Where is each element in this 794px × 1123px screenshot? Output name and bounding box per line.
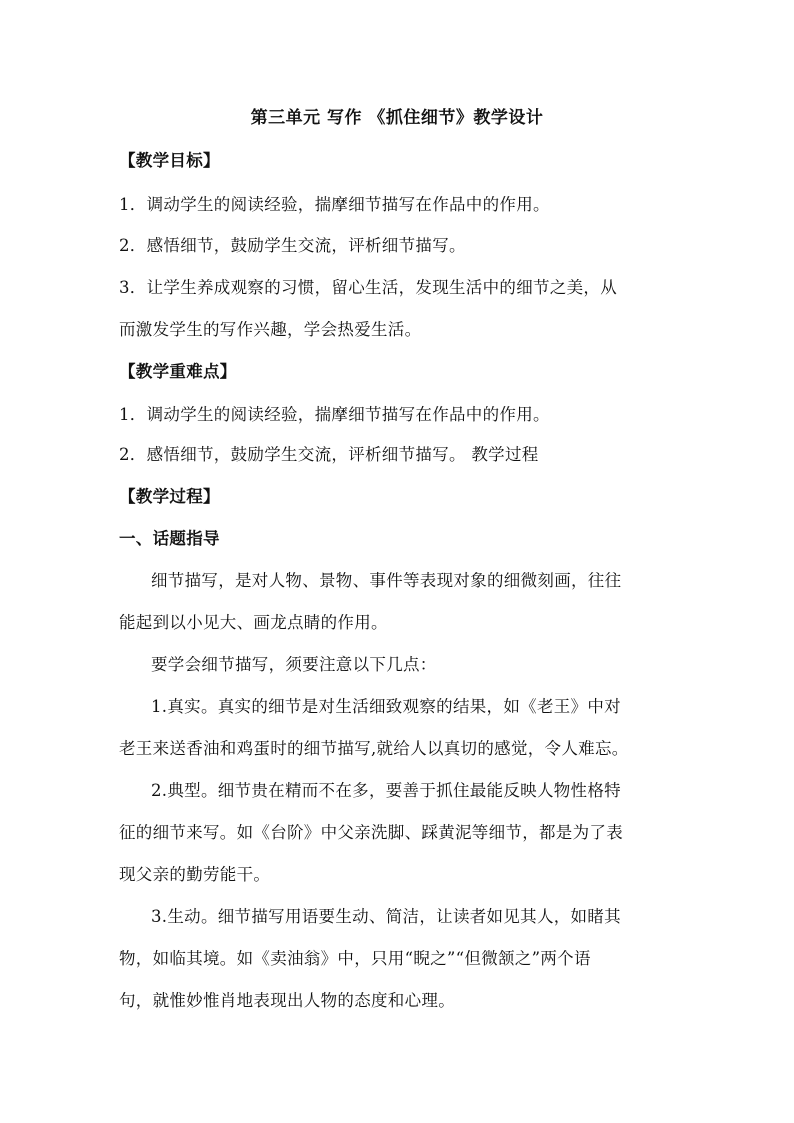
document-title: 第三单元 写作 《抓住细节》教学设计 — [250, 108, 544, 128]
body-paragraph-line: 能起到以小见大、画龙点睛的作用。 — [119, 613, 388, 632]
key-point-item: 2．感悟细节，鼓励学生交流，评析细节描写。 教学过程 — [119, 445, 539, 464]
section-heading-goals: 【教学目标】 — [119, 151, 220, 170]
goal-item: 2．感悟细节，鼓励学生交流，评析细节描写。 — [119, 236, 466, 255]
body-paragraph-line: 2.典型。细节贵在精而不在多，要善于抓住最能反映人物性格特 — [151, 781, 621, 800]
body-paragraph-line: 老王来送香油和鸡蛋时的细节描写,就给人以真切的感觉，令人难忘。 — [119, 739, 629, 758]
body-paragraph-line: 物，如临其境。如《卖油翁》中，只用“睨之”“但微颔之”两个语 — [119, 949, 591, 968]
body-paragraph-line: 句，就惟妙惟肖地表现出人物的态度和心理。 — [119, 991, 455, 1010]
body-paragraph-line: 征的细节来写。如《台阶》中父亲洗脚、踩黄泥等细节，都是为了表 — [119, 823, 623, 842]
section-heading-process: 【教学过程】 — [119, 487, 220, 506]
body-paragraph-line: 1.真实。真实的细节是对生活细致观察的结果，如《老王》中对 — [151, 697, 621, 716]
key-point-item: 1．调动学生的阅读经验，揣摩细节描写在作品中的作用。 — [119, 405, 550, 424]
part-heading-topic-guidance: 一、话题指导 — [119, 529, 220, 548]
goal-item: 3．让学生养成观察的习惯，留心生活，发现生活中的细节之美，从 — [119, 278, 617, 297]
body-paragraph-line: 3.生动。细节描写用语要生动、简洁，让读者如见其人，如睹其 — [151, 907, 621, 926]
body-paragraph-line: 现父亲的勤劳能干。 — [119, 865, 271, 884]
goal-item: 1．调动学生的阅读经验，揣摩细节描写在作品中的作用。 — [119, 195, 550, 214]
goal-item-continuation: 而激发学生的写作兴趣，学会热爱生活。 — [119, 320, 422, 339]
section-heading-key-points: 【教学重难点】 — [119, 362, 237, 381]
body-paragraph-line: 要学会细节描写，须要注意以下几点： — [151, 655, 437, 674]
body-paragraph-line: 细节描写，是对人物、景物、事件等表现对象的细微刻画，往往 — [151, 571, 622, 590]
